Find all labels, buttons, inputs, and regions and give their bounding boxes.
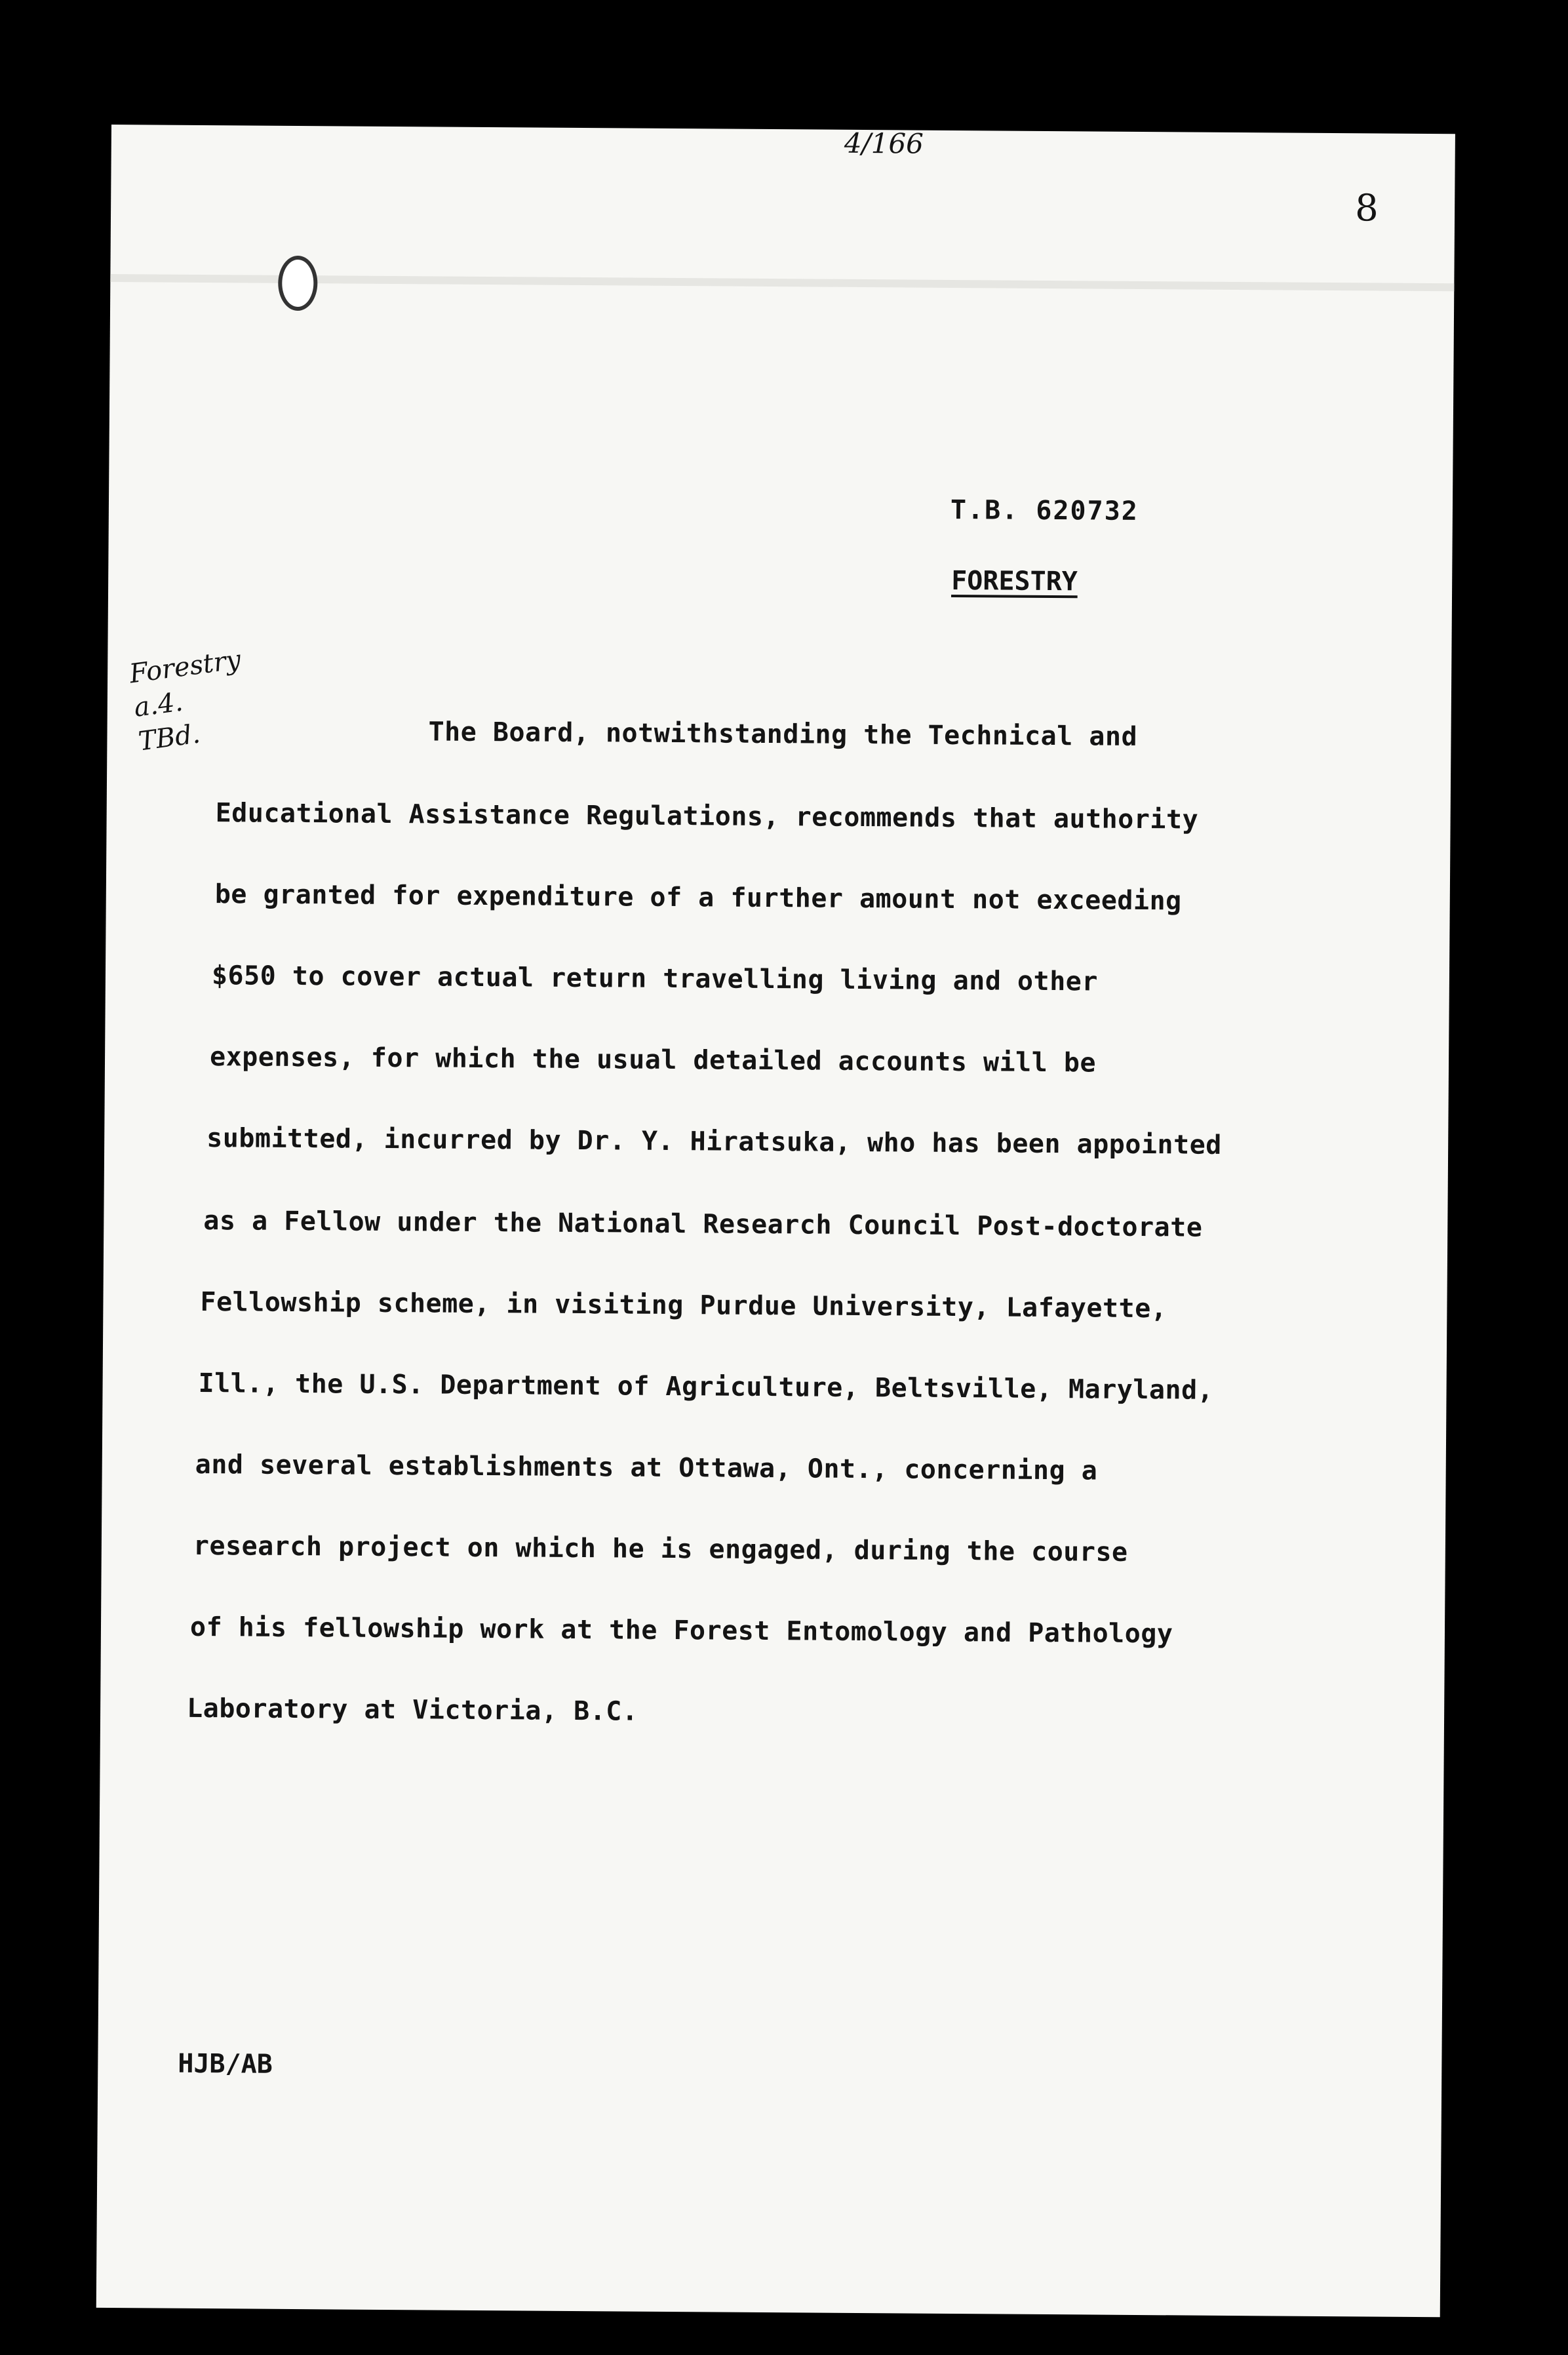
body-line: expenses, for which the usual detailed accounts will be: [209, 1042, 1097, 1079]
body-line: The Board, notwithstanding the Technical and: [428, 717, 1138, 752]
body-line: research project on which he is engaged, during the course: [193, 1530, 1128, 1568]
body-line: submitted, incurred by Dr. Y. Hiratsuka, who has been appointed: [206, 1123, 1223, 1160]
reference-number: T.B. 620732: [950, 494, 1139, 526]
top-annotation: 4/166: [844, 127, 924, 160]
margin-note-line: TBd.: [136, 719, 203, 757]
body-line: Fellowship scheme, in visiting Purdue University, Lafayette,: [200, 1286, 1167, 1324]
margin-note: [127, 643, 252, 759]
punch-hole-icon: [278, 256, 318, 311]
page-number: 8: [1354, 187, 1379, 230]
body-line: be granted for expenditure of a further amount not exceeding: [214, 879, 1182, 917]
body-line: Ill., the U.S. Department of Agriculture, Beltsville, Maryland,: [198, 1368, 1214, 1406]
typist-initials: HJB/AB: [178, 2048, 273, 2080]
document-page: [96, 125, 1455, 2317]
body-line: $650 to cover actual return travelling living and other: [211, 960, 1099, 997]
body-line: of his fellowship work at the Forest Entomology and Pathology: [189, 1612, 1173, 1650]
body-line: Laboratory at Victoria, B.C.: [186, 1693, 638, 1727]
body-line: and several establishments at Ottawa, Ont., concerning a: [195, 1449, 1098, 1486]
body-line: as a Fellow under the National Research Council Post-doctorate: [203, 1206, 1203, 1243]
margin-note-line: a.4.: [132, 686, 185, 723]
body-line: Educational Assistance Regulations, recommends that authority: [215, 798, 1199, 835]
section-heading: FORESTRY: [951, 565, 1078, 597]
margin-note-line: Forestry: [127, 644, 243, 690]
